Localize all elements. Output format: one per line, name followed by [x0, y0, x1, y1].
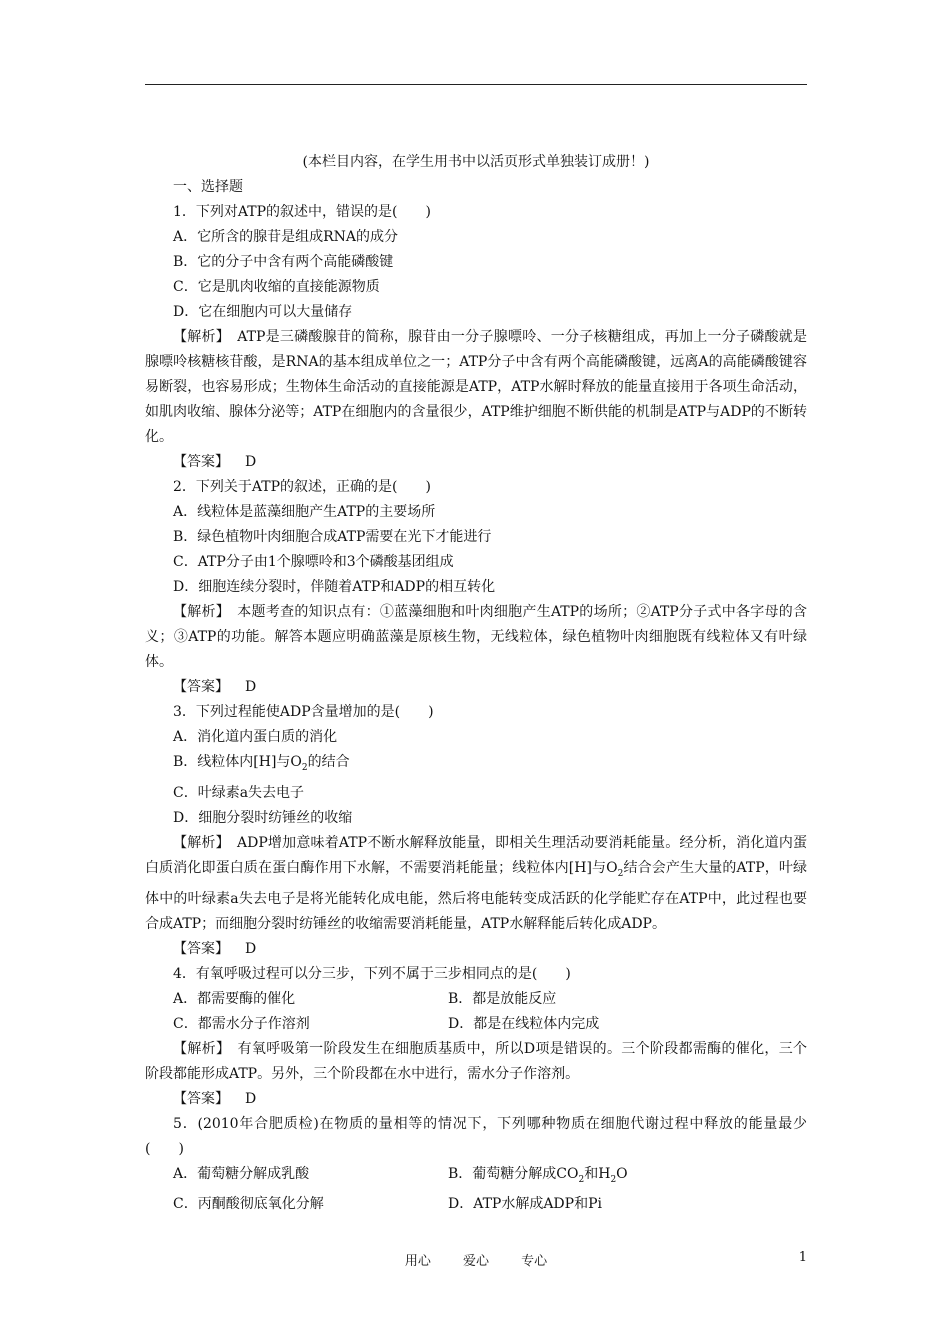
q2-option-c: C．ATP分子由1个腺嘌呤和3个磷酸基团组成 — [173, 554, 454, 570]
q5-option-b — [448, 1162, 628, 1193]
q2-option-b: B．绿色植物叶肉细胞合成ATP需要在光下才能进行 — [173, 529, 492, 545]
q1-option-b: B．它的分子中含有两个高能磷酸键 — [173, 254, 394, 270]
q4-option-d: D．都是在线粒体内完成 — [448, 1015, 600, 1032]
q3-option-a: A．消化道内蛋白质的消化 — [173, 729, 338, 745]
q2-stem: 2．下列关于ATP的叙述，正确的是( ) — [173, 479, 431, 495]
q4-option-b: B．都是放能反应 — [448, 990, 557, 1007]
q4-stem: 4．有氧呼吸过程可以分三步，下列不属于三步相同点的是( ) — [173, 965, 571, 982]
q4-answer — [145, 1087, 807, 1112]
page-number: 1 — [798, 1250, 807, 1265]
q5-option-d: D．ATP水解成ADP和Pi — [448, 1196, 602, 1213]
q4-options-row-2 — [145, 1012, 807, 1037]
subscript: 2 — [578, 1174, 585, 1185]
q5-option-c: C．丙酮酸彻底氧化分解 — [173, 1196, 324, 1213]
answer-value: D — [245, 1090, 257, 1107]
q1-analysis — [145, 325, 807, 450]
footer-word: 爱心 — [462, 1254, 489, 1269]
analysis-label: 【解析】 — [173, 604, 224, 620]
option-text: O — [616, 1165, 628, 1182]
q3-option-c: C．叶绿素a失去电子 — [173, 784, 305, 801]
q5-stem: 5．(2010年合肥质检)在物质的量相等的情况下，下列哪种物质在细胞代谢过程中释放的能量最少( ) — [145, 1115, 807, 1157]
header-note: (本栏目内容，在学生用书中以活页形式单独装订成册！) — [302, 154, 650, 170]
analysis-label: 【解析】 — [173, 1040, 224, 1057]
answer-label: 【答案】 — [173, 1090, 229, 1107]
answer-value: D — [245, 940, 257, 957]
q1-stem: 1．下列对ATP的叙述中，错误的是( ) — [173, 204, 431, 220]
option-text: B．线粒体内[H]与O — [173, 754, 302, 770]
q3-analysis — [145, 831, 807, 937]
header-rule — [145, 84, 807, 85]
q1-option-a: A．它所含的腺苷是组成RNA的成分 — [173, 229, 399, 245]
q2-analysis — [145, 600, 807, 675]
footer-motto — [145, 1250, 807, 1269]
answer-value: D — [245, 454, 257, 470]
subscript: 2 — [301, 762, 308, 773]
option-text: 和H — [584, 1165, 611, 1182]
section-title: 一、选择题 — [173, 179, 243, 195]
q2-option-a: A．线粒体是蓝藻细胞产生ATP的主要场所 — [173, 504, 436, 520]
answer-label: 【答案】 — [173, 940, 229, 957]
option-text: B．葡萄糖分解成CO — [448, 1165, 579, 1182]
footer-word: 专心 — [521, 1254, 548, 1269]
footer-word: 用心 — [404, 1254, 431, 1269]
answer-label: 【答案】 — [173, 454, 229, 470]
q5-option-a: A．葡萄糖分解成乳酸 — [173, 1165, 310, 1182]
analysis-text: ATP是三磷酸腺苷的简称，腺苷由一分子腺嘌呤、一分子核糖组成，再加上一分子磷酸就是腺嘌呤核糖核苷酸，是RNA的基本组成单位之一；ATP分子中含有两个高能磷酸键，远离A的高能磷酸键容易断裂，也容易形成；生物体生命活动的直接能源是ATP，ATP水解时释放的能量直接用于各项生命活动，如肌肉收缩、腺体分泌等；ATP在细胞内的含量很少，ATP维护细胞不断供能的机制是ATP与ADP的不断转化。 — [145, 329, 808, 445]
q4-analysis — [145, 1037, 807, 1087]
answer-label: 【答案】 — [173, 679, 229, 695]
worksheet-body — [145, 150, 807, 1217]
q2-answer — [145, 675, 807, 700]
q3-option-b — [145, 750, 807, 781]
analysis-text: 结合会产生大量的ATP，叶绿体中的叶绿素a失去电子是将光能转化成电能，然后将电能转变成活跃的化学能贮存在ATP中，此过程也要合成ATP；而细胞分裂时纺锤丝的收缩需要消耗能量，ATP水解释能后转化成ADP。 — [145, 859, 808, 932]
analysis-label: 【解析】 — [173, 329, 224, 345]
q1-answer — [145, 450, 807, 475]
analysis-text: ADP增加意味着ATP不断水解释放能量，即相关生理活动要消耗能量。经分析，消化道内蛋白质消化即蛋白质在蛋白酶作用下水解，不需要消耗能量；线粒体内[H]与O — [145, 834, 808, 876]
q3-answer — [145, 937, 807, 962]
q3-option-d: D．细胞分裂时纺锤丝的收缩 — [173, 809, 353, 826]
subscript: 2 — [617, 868, 624, 879]
q4-options-row-1 — [145, 987, 807, 1012]
q1-option-d: D．它在细胞内可以大量储存 — [173, 304, 353, 320]
answer-value: D — [245, 679, 257, 695]
q2-option-d: D．细胞连续分裂时，伴随着ATP和ADP的相互转化 — [173, 579, 496, 595]
q5-options-row-2 — [145, 1192, 807, 1217]
q4-option-a: A．都需要酶的催化 — [173, 990, 296, 1007]
subscript: 2 — [610, 1174, 617, 1185]
q5-options-row-1 — [145, 1162, 807, 1193]
q4-option-c: C．都需水分子作溶剂 — [173, 1015, 310, 1032]
analysis-label: 【解析】 — [173, 834, 223, 851]
analysis-text: 有氧呼吸第一阶段发生在细胞质基质中，所以D项是错误的。三个阶段都需酶的催化，三个阶段都能形成ATP。另外，三个阶段都在水中进行，需水分子作溶剂。 — [145, 1040, 808, 1082]
q3-stem: 3．下列过程能使ADP含量增加的是( ) — [173, 704, 434, 720]
option-text: 的结合 — [307, 754, 350, 770]
analysis-text: 本题考查的知识点有：①蓝藻细胞和叶肉细胞产生ATP的场所；②ATP分子式中各字母的含义；③ATP的功能。解答本题应明确蓝藻是原核生物，无线粒体，绿色植物叶肉细胞既有线粒体又有叶绿体。 — [145, 604, 808, 670]
q1-option-c: C．它是肌肉收缩的直接能源物质 — [173, 279, 380, 295]
